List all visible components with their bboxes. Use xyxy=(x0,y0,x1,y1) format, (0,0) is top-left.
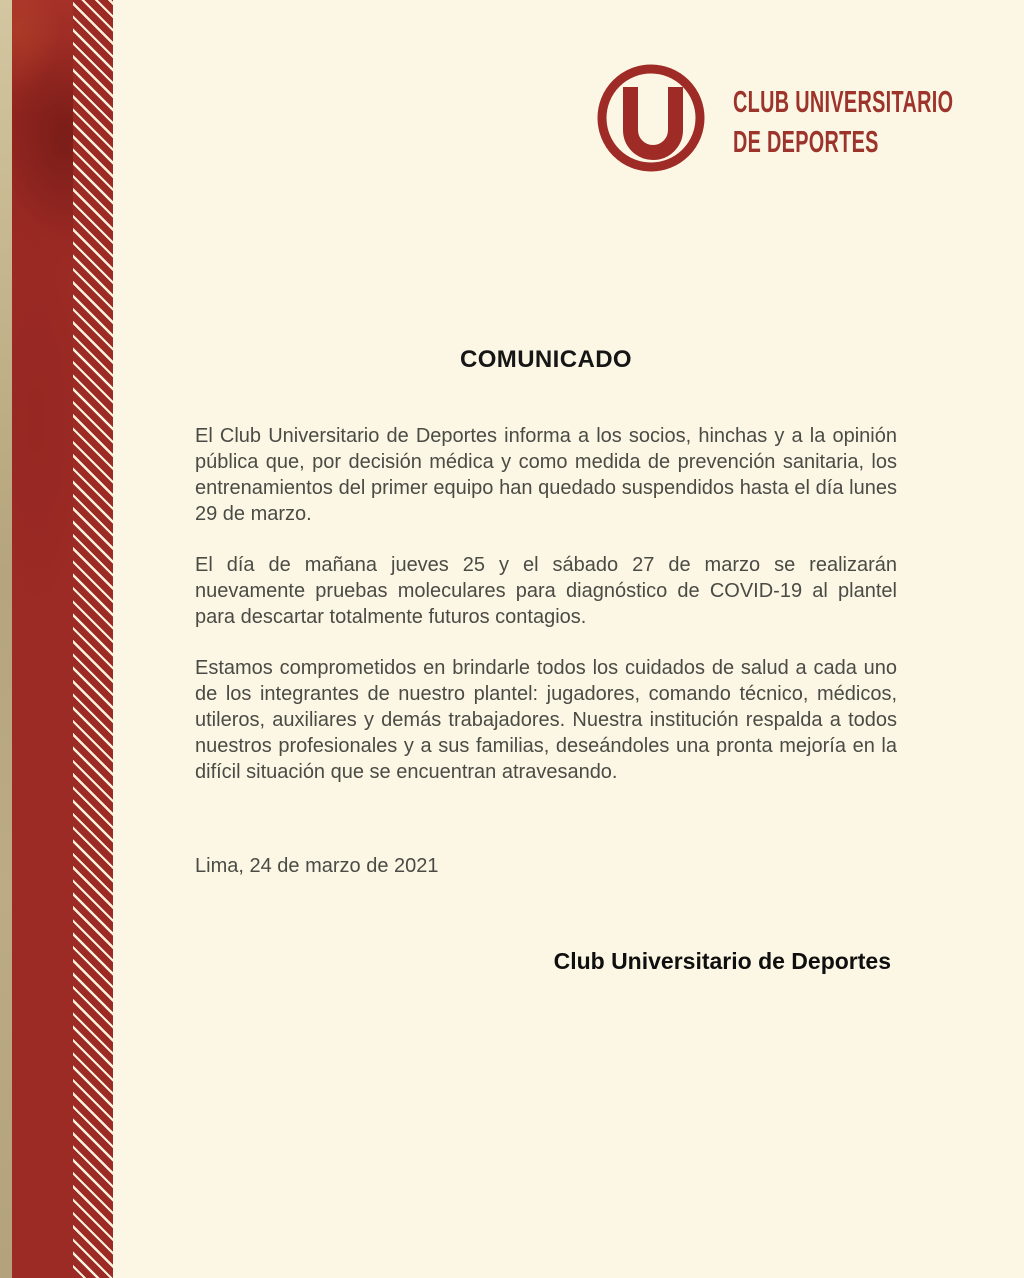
club-crest-u-icon xyxy=(597,64,705,172)
paragraph-1: El Club Universitario de Deportes informa a los socios, hinchas y a la opinión pública que, por decisión médica y como medida de prevención sanitaria, los entrenamientos del primer equipo han quedado suspendidos hasta el día lunes 29 de marzo. xyxy=(195,425,897,525)
club-wordmark-line1: CLUB UNIVERSITARIO xyxy=(733,84,954,119)
paragraph-3: Estamos comprometidos en brindarle todos los cuidados de salud a cada uno de los integrantes de nuestro plantel: jugadores, comando técnico, médicos, utileros, auxiliares y demás trabajadores. Nuestra institución respalda a todos nuestros profesionales y a sus familias, deseándoles una pronta mejoría en la difícil situación que se encuentran atravesando. xyxy=(195,657,897,783)
left-diagonal-stripes xyxy=(73,0,113,1278)
date-line: Lima, 24 de marzo de 2021 xyxy=(195,855,439,877)
letter-body xyxy=(195,346,897,974)
signature: Club Universitario de Deportes xyxy=(553,948,891,974)
club-wordmark-line2: DE DEPORTES xyxy=(733,124,879,159)
left-texture-strip xyxy=(0,0,12,1278)
page-title: COMUNICADO xyxy=(460,346,632,373)
club-wordmark xyxy=(733,82,1024,162)
paragraph-2: El día de mañana jueves 25 y el sábado 27 de marzo se realizarán nuevamente pruebas moleculares para diagnóstico de COVID-19 al plantel para descartar totalmente futuros contagios. xyxy=(195,554,897,628)
left-red-band xyxy=(12,0,73,1278)
